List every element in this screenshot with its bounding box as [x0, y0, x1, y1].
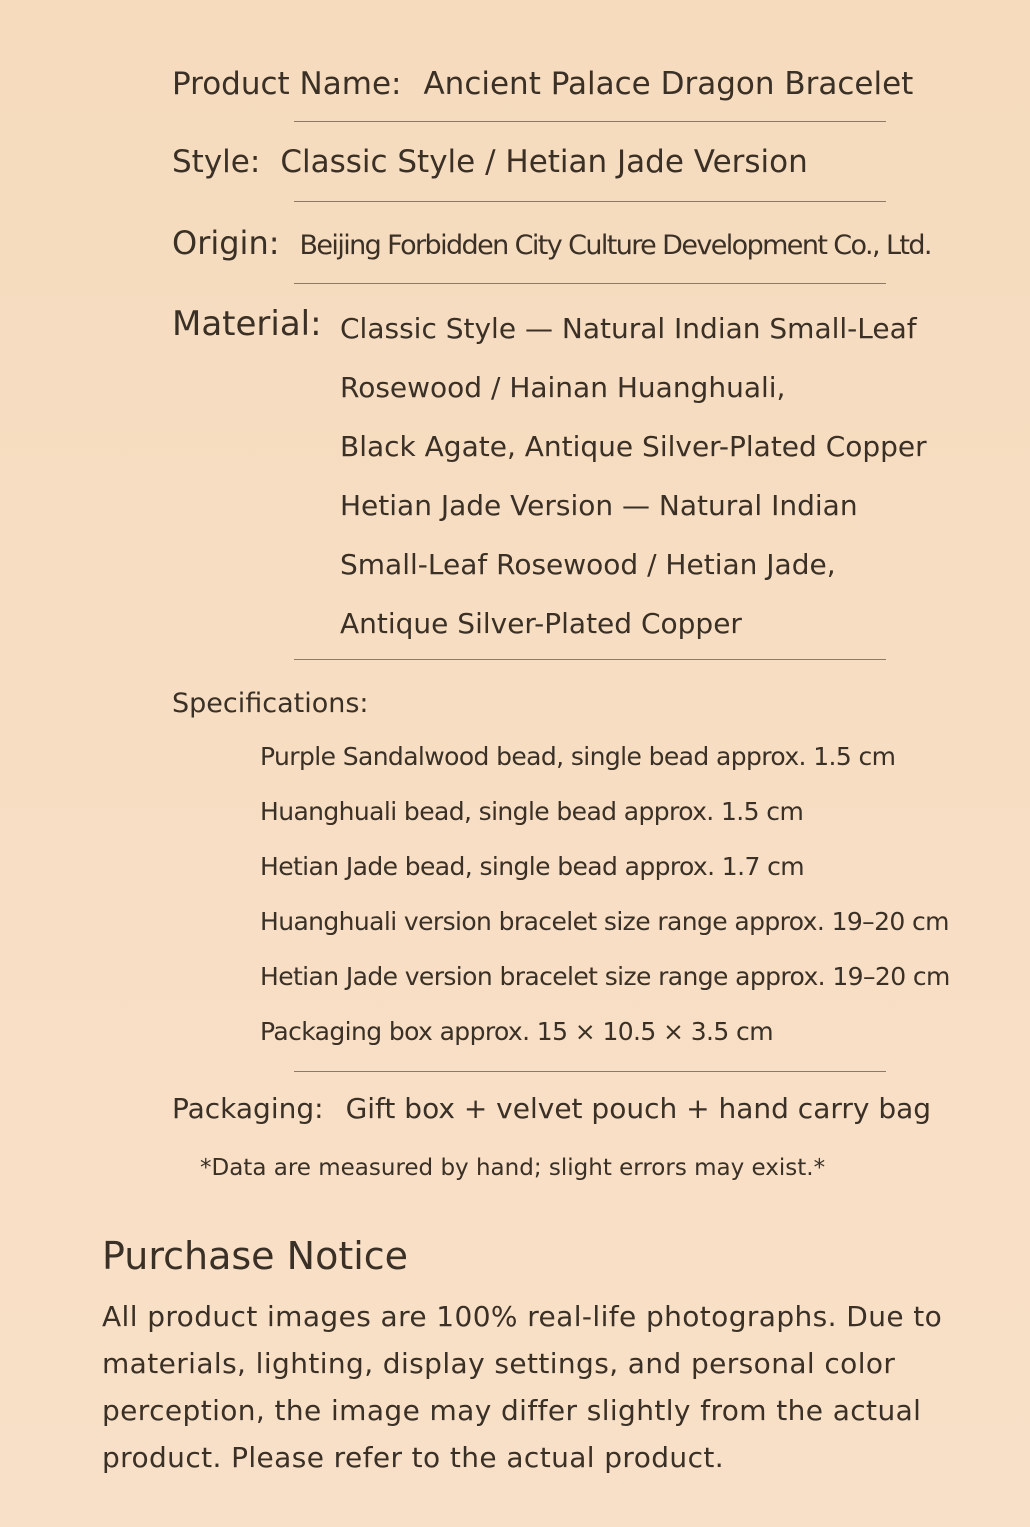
specification-item: Hetian Jade bead, single bead approx. 1.7 cm: [260, 852, 805, 881]
origin-value: Beijing Forbidden City Culture Development Co., Ltd.: [299, 230, 931, 261]
material-line: Black Agate, Antique Silver-Plated Copper: [340, 430, 927, 463]
notice-line: perception, the image may differ slightly from the actual: [102, 1394, 922, 1427]
style-label: Style:: [172, 144, 261, 180]
divider: [294, 1071, 886, 1072]
divider: [294, 283, 886, 284]
specification-item: Packaging box approx. 15 × 10.5 × 3.5 cm: [260, 1017, 773, 1046]
material-line: Rosewood / Hainan Huanghuali,: [340, 371, 786, 404]
origin-row: [172, 224, 931, 262]
divider: [294, 201, 886, 202]
material-line: Classic Style — Natural Indian Small-Leaf: [340, 312, 917, 345]
divider: [294, 121, 886, 122]
product-name-label: Product Name:: [172, 66, 402, 102]
specification-item: Hetian Jade version bracelet size range approx. 19–20 cm: [260, 962, 950, 991]
product-name-value: Ancient Palace Dragon Bracelet: [423, 66, 914, 102]
style-value: Classic Style / Hetian Jade Version: [280, 144, 808, 180]
notice-line: product. Please refer to the actual product.: [102, 1441, 725, 1474]
origin-label: Origin:: [172, 224, 280, 262]
notice-line: All product images are 100% real-life photographs. Due to: [102, 1300, 943, 1333]
notice-line: materials, lighting, display settings, and personal color: [102, 1347, 896, 1380]
specification-item: Purple Sandalwood bead, single bead approx. 1.5 cm: [260, 742, 896, 771]
material-label: Material:: [172, 304, 322, 344]
purchase-notice-title: Purchase Notice: [102, 1234, 409, 1278]
packaging-label: Packaging:: [172, 1092, 324, 1125]
divider: [294, 659, 886, 660]
material-line: Antique Silver-Plated Copper: [340, 607, 742, 640]
packaging-value: Gift box + velvet pouch + hand carry bag: [345, 1092, 932, 1125]
material-line: Small-Leaf Rosewood / Hetian Jade,: [340, 548, 836, 581]
style-row: [172, 144, 808, 180]
specification-item: Huanghuali version bracelet size range approx. 19–20 cm: [260, 907, 949, 936]
specifications-label: Specifications:: [172, 688, 369, 719]
specification-item: Huanghuali bead, single bead approx. 1.5 cm: [260, 797, 804, 826]
packaging-row: [172, 1092, 931, 1125]
measurement-note: *Data are measured by hand; slight errors may exist.*: [200, 1155, 826, 1181]
product-name-row: [172, 66, 913, 102]
material-line: Hetian Jade Version — Natural Indian: [340, 489, 858, 522]
